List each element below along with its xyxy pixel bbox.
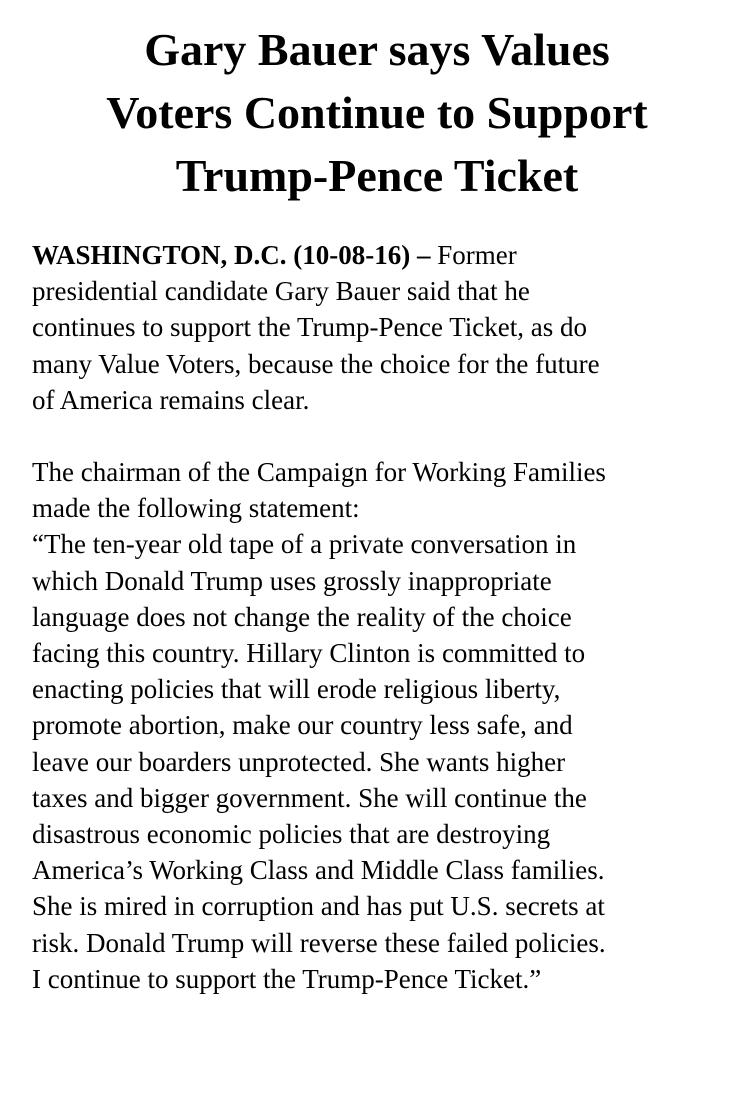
article-body bbox=[32, 237, 722, 997]
quote-line: language does not change the reality of the choice bbox=[32, 601, 572, 632]
press-release bbox=[32, 18, 722, 997]
intro-line: many Value Voters, because the choice for the future bbox=[32, 348, 600, 379]
statement-intro-line: made the following statement: bbox=[32, 493, 360, 524]
headline bbox=[32, 18, 722, 207]
quote-line: leave our boarders unprotected. She wants higher bbox=[32, 746, 566, 777]
statement-intro-line: The chairman of the Campaign for Working Families bbox=[32, 457, 606, 488]
quote-line: She is mired in corruption and has put U.S. secrets at bbox=[32, 891, 605, 922]
intro-line: Former bbox=[430, 240, 517, 270]
dateline: WASHINGTON, D.C. (10-08-16) – bbox=[32, 240, 431, 270]
quote-line: taxes and bigger government. She will continue the bbox=[32, 782, 587, 813]
quote-line: America’s Working Class and Middle Class families. bbox=[32, 855, 605, 886]
intro-line: continues to support the Trump-Pence Ticket, as do bbox=[32, 312, 587, 343]
headline-line: Trump-Pence Ticket bbox=[175, 150, 579, 201]
intro-first-line bbox=[32, 237, 722, 273]
headline-line: Voters Continue to Support bbox=[106, 87, 648, 138]
quote-line: “The ten-year old tape of a private conversation in bbox=[32, 529, 577, 560]
headline-line: Gary Bauer says Values bbox=[144, 24, 610, 75]
intro-paragraph bbox=[32, 237, 722, 418]
quote-line: disastrous economic policies that are destroying bbox=[32, 819, 551, 850]
intro-line: of America remains clear. bbox=[32, 384, 310, 415]
quote-line: promote abortion, make our country less safe, and bbox=[32, 710, 573, 741]
quote-line: enacting policies that will erode religious liberty, bbox=[32, 674, 561, 705]
statement-intro-paragraph bbox=[32, 454, 722, 526]
paragraph-spacer bbox=[32, 418, 722, 454]
intro-line: presidential candidate Gary Bauer said that he bbox=[32, 276, 530, 307]
quote-line: risk. Donald Trump will reverse these failed policies. bbox=[32, 927, 606, 958]
quote-line: facing this country. Hillary Clinton is committed to bbox=[32, 638, 586, 669]
quote-line: which Donald Trump uses grossly inappropriate bbox=[32, 565, 552, 596]
quote-line: I continue to support the Trump-Pence Ticket.” bbox=[32, 963, 542, 994]
quote-paragraph bbox=[32, 526, 722, 997]
